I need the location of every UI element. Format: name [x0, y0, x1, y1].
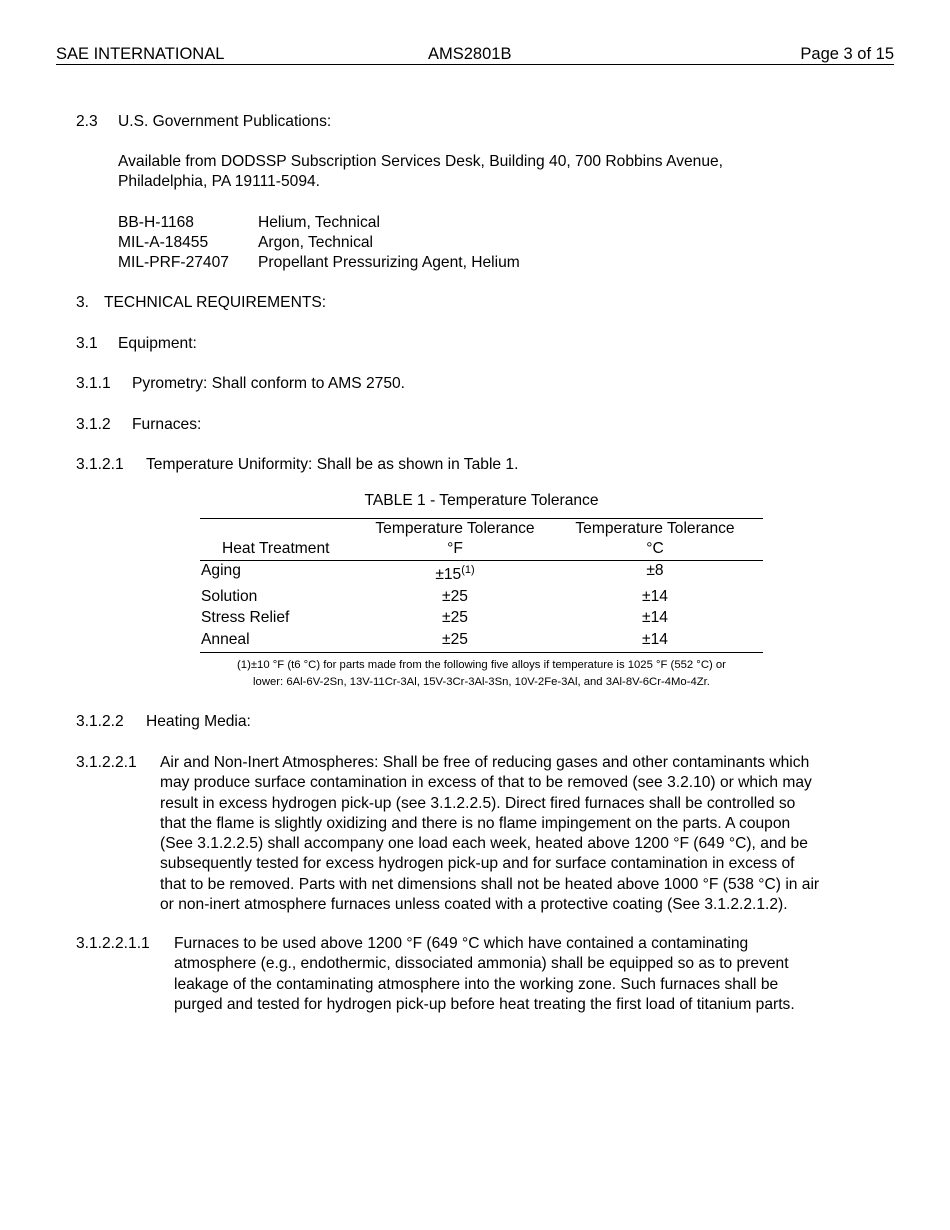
- table-cell-treatment: Stress Relief: [201, 609, 290, 626]
- publication-id: MIL-A-18455: [118, 234, 209, 251]
- header-org: SAE INTERNATIONAL: [56, 45, 225, 63]
- table-cell-c: ±14: [642, 588, 668, 605]
- availability-line-1: Available from DODSSP Subscription Services Desk, Building 40, 700 Robbins Avenue,: [118, 153, 724, 170]
- paragraph-line: result in excess hydrogen pick-up (see 3.1.2.2.5). Direct fired furnaces shall be controlled so: [160, 794, 796, 812]
- paragraph-line: that the flame is slightly oxidizing and there is no flame impingement on the parts. A coupon: [160, 814, 791, 832]
- section-3-1-2-2-number: 3.1.2.2: [76, 713, 124, 730]
- table-cell-c: ±14: [642, 631, 668, 648]
- section-3-1-1-number: 3.1.1: [76, 375, 111, 392]
- section-3-1-2-2-1-1-number: 3.1.2.2.1.1: [76, 935, 150, 952]
- section-3-1-2-title: Furnaces:: [132, 416, 202, 433]
- section-3-1-2-2-title: Heating Media:: [146, 713, 251, 730]
- section-3-1-2-1-text: Temperature Uniformity: Shall be as shown in Table 1.: [146, 456, 519, 473]
- section-3-1-2-number: 3.1.2: [76, 416, 111, 433]
- footnote-ref: (1): [461, 563, 475, 576]
- section-3-1-2-2-1-1-paragraph: [174, 934, 795, 1015]
- column-header-heat-treatment: Heat Treatment: [222, 540, 330, 557]
- table-bottom-rule: [200, 652, 763, 653]
- table-footnote: [200, 657, 763, 690]
- column-header-tolerance-f: Temperature Tolerance: [375, 520, 535, 537]
- publication-title: Propellant Pressurizing Agent, Helium: [258, 254, 520, 271]
- section-2-3-number: 2.3: [76, 113, 98, 130]
- section-3-1-number: 3.1: [76, 335, 98, 352]
- table-cell-f: ±25: [442, 631, 468, 648]
- header-doc-number: AMS2801B: [428, 45, 512, 63]
- section-3-1-1-text: Pyrometry: Shall conform to AMS 2750.: [132, 375, 406, 392]
- section-2-3-title: U.S. Government Publications:: [118, 113, 332, 130]
- publication-id: MIL-PRF-27407: [118, 254, 229, 271]
- section-3-number: 3.: [76, 294, 90, 311]
- paragraph-line: atmosphere (e.g., endothermic, dissociated ammonia) shall be equipped so as to prevent: [174, 955, 789, 973]
- table-cell-f: ±25: [442, 588, 468, 605]
- section-3-1-2-2-1-number: 3.1.2.2.1: [76, 754, 137, 771]
- paragraph-line: purged and tested for hydrogen pick-up before heat treating the first load of titanium parts.: [174, 995, 795, 1013]
- column-header-tolerance-c: Temperature Tolerance: [575, 520, 735, 537]
- publication-title: Argon, Technical: [258, 234, 374, 251]
- section-3-1-2-1-number: 3.1.2.1: [76, 456, 124, 473]
- paragraph-line: or non-inert atmosphere furnaces unless coated with a protective coating (See 3.1.2.2.1.2).: [160, 896, 788, 914]
- table-cell-treatment: Anneal: [201, 631, 250, 648]
- footnote-line-1: (1)±10 °F (t6 °C) for parts made from the following five alloys if temperature is 1025 °F (552 °C) or: [237, 659, 726, 671]
- availability-line-2: Philadelphia, PA 19111-5094.: [118, 173, 321, 190]
- section-3-1-title: Equipment:: [118, 335, 197, 352]
- table-cell-treatment: Solution: [201, 588, 258, 605]
- paragraph-line: subsequently tested for excess hydrogen pick-up and for surface contamination in excess of: [160, 855, 795, 873]
- paragraph-line: (See 3.1.2.2.5) shall accompany one load each week, heated above 1200 °F (649 °C), and be: [160, 835, 808, 853]
- paragraph-line: leakage of the contaminating atmosphere into the working zone. Such furnaces shall be: [174, 975, 779, 993]
- section-3-title: TECHNICAL REQUIREMENTS:: [104, 294, 327, 311]
- footnote-line-2: lower: 6Al-6V-2Sn, 13V-11Cr-3Al, 15V-3Cr-3Al-3Sn, 10V-2Fe-3Al, and 3Al-8V-6Cr-4Mo-4Zr.: [253, 675, 710, 688]
- table-cell-f: ±25: [442, 609, 468, 626]
- table-cell-c: ±14: [642, 609, 668, 626]
- header-page-number: Page 3 of 15: [800, 45, 894, 63]
- page-header: [56, 44, 894, 65]
- paragraph-line: Furnaces to be used above 1200 °F (649 °C which have contained a contaminating: [174, 935, 749, 952]
- publication-title: Helium, Technical: [258, 214, 380, 231]
- publication-id: BB-H-1168: [118, 214, 194, 231]
- table-cell-treatment: Aging: [201, 562, 241, 579]
- table-title: TABLE 1 - Temperature Tolerance: [364, 492, 599, 509]
- section-3-1-2-2-1-paragraph: [160, 753, 819, 915]
- column-header-unit-f: °F: [447, 540, 463, 557]
- paragraph-line: Air and Non-Inert Atmospheres: Shall be free of reducing gases and other contaminants which: [160, 754, 810, 771]
- table-cell-c: ±8: [646, 562, 664, 579]
- table-cell-f: $\pm 15^{(1)}$: [435, 563, 475, 583]
- paragraph-line: that to be removed. Parts with net dimensions shall not be heated above 1000 °F (538 °C) in air: [160, 875, 820, 893]
- column-header-unit-c: °C: [646, 540, 664, 557]
- paragraph-line: may produce surface contamination in excess of that to be removed (see 3.2.10) or which may: [160, 774, 812, 792]
